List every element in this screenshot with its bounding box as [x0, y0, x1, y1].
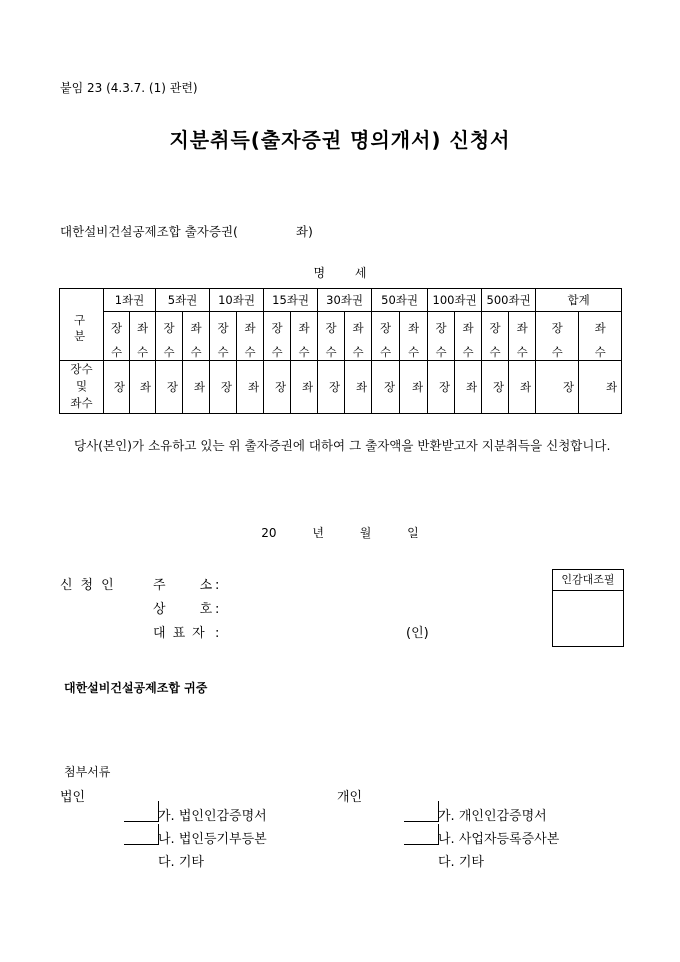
label-char: 대	[153, 626, 166, 641]
business-name-colon: :	[215, 602, 220, 617]
cell-jwa-count[interactable]: 좌	[400, 360, 428, 413]
attachment-label: 가. 개인인감증명서	[438, 809, 547, 824]
corporate-label: 법인	[60, 790, 86, 805]
sub-header-jang: 장	[210, 312, 237, 344]
attachment-label: 가. 법인인감증명서	[158, 809, 267, 824]
row-head-line: 좌수	[70, 396, 93, 410]
group-header: 30좌권	[318, 289, 372, 312]
sub-header-su: 수	[156, 344, 183, 361]
header-corner-cell	[60, 289, 104, 312]
cell-jang-count[interactable]: 장	[318, 360, 345, 413]
sub-header-su: 수	[104, 344, 130, 361]
sub-header-su: 수	[130, 344, 156, 361]
cell-jwa-count[interactable]: 좌	[345, 360, 372, 413]
row-head-gubun: 구 분	[60, 312, 104, 344]
seal-verification-title: 인감대조필	[553, 570, 623, 591]
sub-header-jang: 장	[536, 312, 579, 344]
applicant-label: 신청인	[60, 578, 122, 593]
group-header: 15좌권	[264, 289, 318, 312]
row-head-line: 장수	[70, 362, 93, 376]
sub-header-jwa: 좌	[291, 312, 318, 344]
attachment-checkbox[interactable]	[124, 801, 159, 822]
sub-header-su: 수	[183, 344, 210, 361]
sub-header-jang: 장	[482, 312, 509, 344]
row-head-line: 및	[75, 379, 88, 393]
sub-header-su: 수	[400, 344, 428, 361]
sub-header-su: 수	[237, 344, 264, 361]
sub-header-jwa: 좌	[130, 312, 156, 344]
detail-heading: 명 세	[313, 266, 367, 280]
date-month-unit: 월	[359, 526, 372, 540]
addressee: 대한설비건설공제조합 귀중	[64, 681, 208, 695]
sub-header-su: 수	[345, 344, 372, 361]
sub-header-jang: 장	[318, 312, 345, 344]
sub-header-su: 수	[210, 344, 237, 361]
sub-header-su: 수	[509, 344, 536, 361]
sub-header-jwa: 좌	[509, 312, 536, 344]
attachment-label: 나. 법인등기부등본	[158, 832, 267, 847]
cell-jang-count[interactable]: 장	[372, 360, 400, 413]
attachment-label: 다. 기타	[158, 855, 204, 870]
sub-header-jwa: 좌	[579, 312, 622, 344]
cell-jwa-count[interactable]: 좌	[183, 360, 210, 413]
label-char: 소	[199, 578, 213, 593]
sub-header-jwa: 좌	[237, 312, 264, 344]
cell-jang-count[interactable]: 장	[104, 360, 130, 413]
date-year-unit: 년	[312, 526, 324, 540]
cell-jang-count[interactable]: 장	[264, 360, 291, 413]
address-field[interactable]	[153, 574, 219, 593]
sub-header-su: 수	[536, 344, 579, 361]
sub-header-jang: 장	[264, 312, 291, 344]
table-header-row	[60, 289, 622, 312]
certificate-detail-table	[59, 288, 622, 414]
label-char: 호	[199, 602, 213, 617]
group-header: 합계	[536, 289, 622, 312]
application-statement: 당사(본인)가 소유하고 있는 위 출자증권에 대하여 그 출자액을 반환받고자 지분취득을 신청합니다.	[74, 438, 611, 453]
address-label	[153, 574, 215, 593]
sub-header-su: 수	[482, 344, 509, 361]
cell-jwa-count[interactable]: 좌	[291, 360, 318, 413]
cell-jwa-count[interactable]: 좌	[579, 360, 622, 413]
sub-header-jang: 장	[156, 312, 183, 344]
cell-jang-count[interactable]: 장	[210, 360, 237, 413]
date-day-unit: 일	[407, 526, 419, 540]
sub-header-jang: 장	[104, 312, 130, 344]
certificate-suffix: 좌)	[295, 224, 313, 239]
cell-jwa-count[interactable]: 좌	[509, 360, 536, 413]
sub-header-su: 수	[291, 344, 318, 361]
seal-mark: (인)	[406, 626, 429, 641]
document-title: 지분취득(출자증권 명의개서) 신청서	[169, 128, 511, 152]
document-reference: 붙임 23 (4.3.7. (1) 관련)	[60, 81, 198, 95]
individual-label: 개인	[337, 790, 363, 805]
representative-label	[153, 622, 215, 641]
representative-field[interactable]	[153, 622, 219, 641]
sub-header-su: 수	[428, 344, 455, 361]
date-year: 20	[261, 526, 277, 540]
cell-jwa-count[interactable]: 좌	[237, 360, 264, 413]
attachment-checkbox[interactable]	[404, 801, 439, 822]
row-head-blank	[60, 344, 104, 361]
cell-jang-count[interactable]: 장	[536, 360, 579, 413]
cell-jang-count[interactable]: 장	[428, 360, 455, 413]
sub-header-jwa: 좌	[400, 312, 428, 344]
sub-header-jwa: 좌	[455, 312, 482, 344]
sub-header-su: 수	[579, 344, 622, 361]
cell-jwa-count[interactable]: 좌	[455, 360, 482, 413]
group-header: 5좌권	[156, 289, 210, 312]
label-char: 자	[192, 626, 205, 641]
subheader-row-bottom	[60, 344, 622, 361]
attachments-heading: 첨부서류	[64, 765, 111, 779]
label-char: 주	[153, 578, 166, 593]
attachment-label: 다. 기타	[438, 855, 484, 870]
sub-header-jwa: 좌	[183, 312, 210, 344]
group-header: 50좌권	[372, 289, 428, 312]
certificate-line	[60, 222, 313, 240]
sub-header-jang: 장	[372, 312, 400, 344]
representative-colon: :	[215, 626, 220, 641]
label-char: 표	[172, 626, 186, 641]
business-name-label	[153, 598, 215, 617]
cell-jwa-count[interactable]: 좌	[130, 360, 156, 413]
sub-header-jang: 장	[428, 312, 455, 344]
group-header: 100좌권	[428, 289, 482, 312]
business-name-field[interactable]	[153, 598, 219, 617]
certificate-prefix: 대한설비건설공제조합 출자증권(	[60, 224, 238, 239]
sub-header-su: 수	[455, 344, 482, 361]
address-colon: :	[215, 578, 220, 593]
sub-header-su: 수	[372, 344, 400, 361]
attachment-checkbox[interactable]	[404, 824, 439, 845]
cell-jang-count[interactable]: 장	[482, 360, 509, 413]
attachment-label: 나. 사업자등록증사본	[438, 832, 560, 847]
data-row	[60, 360, 622, 413]
attachment-checkbox[interactable]	[124, 824, 159, 845]
group-header: 500좌권	[482, 289, 536, 312]
sub-header-su: 수	[318, 344, 345, 361]
subheader-row-top	[60, 312, 622, 344]
label-char: 상	[153, 602, 166, 617]
group-header: 10좌권	[210, 289, 264, 312]
group-header: 1좌권	[104, 289, 156, 312]
row-head-count	[60, 360, 104, 413]
seal-verification-box[interactable]	[552, 569, 624, 647]
date-line	[0, 524, 680, 541]
sub-header-su: 수	[264, 344, 291, 361]
sub-header-jwa: 좌	[345, 312, 372, 344]
cell-jang-count[interactable]: 장	[156, 360, 183, 413]
